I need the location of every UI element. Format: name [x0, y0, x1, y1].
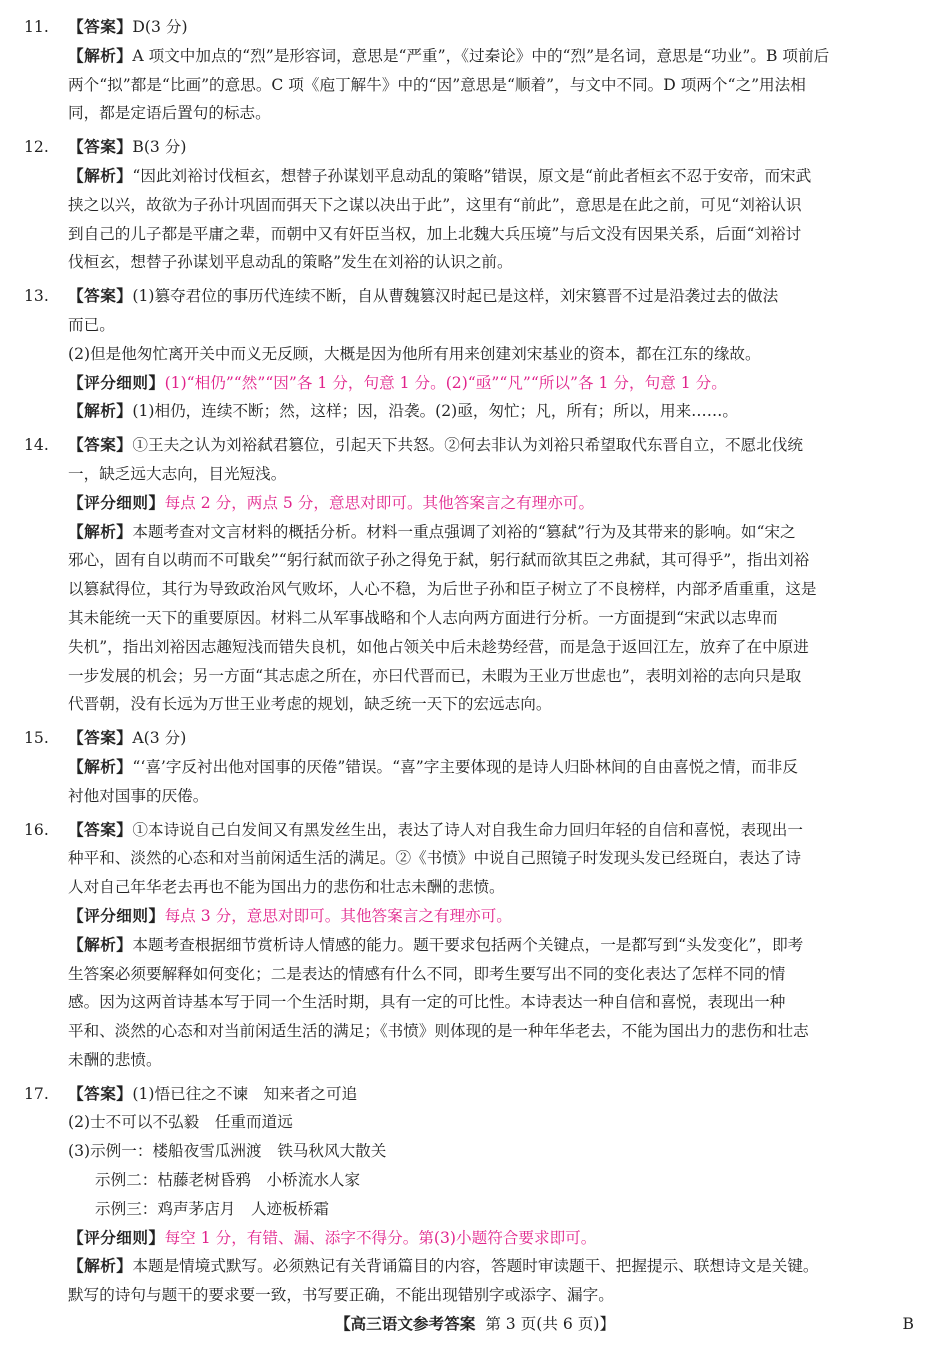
- answer-text: ①本诗说自己白发间又有黑发丝生出，表达了诗人对自我生命力回归年轻的自信和喜悦，表现出一: [132, 820, 803, 839]
- analysis-tag: 【解析】: [68, 935, 133, 954]
- answer-tag: 【答案】: [68, 18, 133, 36]
- q16-analysis-line: 未酬的悲愤。: [68, 1050, 162, 1069]
- page-footer: [0, 1310, 950, 1340]
- q16-answer-line: 人对自己年华老去再也不能为国出力的悲伤和壮志未酬的悲愤。: [68, 878, 505, 897]
- analysis-text: A 项文中加点的“烈”是形容词，意思是“严重”，《过秦论》中的“烈”是名词，意思是“功业”。B 项前后: [132, 46, 830, 65]
- q15-answer: [24, 724, 914, 753]
- q17-analysis-line: 默写的诗句与题干的要求要一致，书写要正确，不能出现错别字或添字、漏字。: [68, 1286, 614, 1305]
- question-number: 15.: [24, 729, 49, 748]
- q15-analysis-line: [24, 753, 914, 782]
- scoring-tag: 【评分细则】: [68, 1228, 165, 1247]
- q14-answer: [24, 431, 914, 460]
- answer-text: D(3 分): [132, 18, 188, 36]
- q13-answer-line: (2)但是他匆忙离开关中而义无反顾，大概是因为他所有用来创建刘宋基业的资本，都在江东的缘故。: [68, 344, 761, 363]
- scoring-tag: 【评分细则】: [68, 906, 165, 925]
- q13-answer-line: 而已。: [68, 315, 115, 334]
- analysis-text: “‘喜’字反衬出他对国事的厌倦”错误。“喜”字主要体现的是诗人归卧林间的自由喜悦之情，而非反: [132, 757, 798, 776]
- q16-analysis-line: 生答案必须要解释如何变化；二是表达的情感有什么不同，即考生要写出不同的变化表达了怎样不同的情: [68, 964, 786, 983]
- page-number: 第 3 页(共 6 页)】: [485, 1315, 616, 1333]
- q14-analysis-line: 以篡弑得位，其行为导致政治风气败坏，人心不稳，为后世子孙和臣子树立了不良榜样，内部矛盾重重，这是: [68, 580, 817, 599]
- q11-analysis-line: 同，都是定语后置句的标志。: [68, 104, 271, 123]
- q16-answer: [24, 816, 914, 845]
- scoring-text: 每点 3 分，意思对即可。其他答案言之有理亦可。: [164, 906, 512, 925]
- q17-analysis-line: [24, 1252, 914, 1281]
- q16-analysis-line: 感。因为这两首诗基本写于同一个生活时期，具有一定的可比性。本诗表达一种自信和喜悦，表现出一种: [68, 993, 786, 1012]
- q17-answer-line: 示例二：枯藤老树昏鸦 小桥流水人家: [95, 1171, 361, 1190]
- answer-text: (1)篡夺君位的事历代连续不断，自从曹魏篡汉时起已是这样，刘宋篡晋不过是沿袭过去的做法: [132, 287, 779, 306]
- q13-scoring: [24, 369, 914, 398]
- answer-text: (1)悟已往之不谏 知来者之可追: [132, 1084, 358, 1103]
- answer-tag: 【答案】: [68, 820, 133, 839]
- question-15: [24, 724, 914, 810]
- q17-answer-line: (3)示例一：楼船夜雪瓜洲渡 铁马秋风大散关: [68, 1142, 387, 1161]
- question-number: 13.: [24, 287, 49, 306]
- q12-analysis-line: 伐桓玄，想替子孙谋划平息动乱的策略”发生在刘裕的认识之前。: [68, 253, 513, 272]
- q15-analysis-line: 衬他对国事的厌倦。: [68, 786, 209, 805]
- q11-analysis-line: 两个“拟”都是“比画”的意思。C 项《庖丁解牛》中的“因”意思是“顺着”，与文中不同。D 项两个“之”用法相: [68, 75, 806, 94]
- question-number: 14.: [24, 436, 49, 455]
- question-17: [24, 1080, 914, 1310]
- answer-tag: 【答案】: [68, 287, 133, 306]
- q17-answer-line: 示例三：鸡声茅店月 人迹板桥霜: [95, 1199, 329, 1218]
- question-number: 16.: [24, 820, 49, 839]
- q16-scoring: [24, 902, 914, 931]
- q14-analysis-line: 一步发展的机会；另一方面“其志虑之所在，亦曰代晋而已，未暇为王业万世虑也”，表明刘裕的志向只是取: [68, 666, 802, 685]
- question-16: [24, 816, 914, 1075]
- answer-text: ①王夫之认为刘裕弑君篡位，引起天下共怒。②何去非认为刘裕只希望取代东晋自立，不愿北伐统: [132, 436, 803, 455]
- version-label: B: [902, 1315, 914, 1333]
- analysis-tag: 【解析】: [68, 522, 133, 541]
- q17-scoring: [24, 1224, 914, 1253]
- analysis-tag: 【解析】: [68, 1257, 133, 1276]
- q14-scoring: [24, 489, 914, 518]
- q16-analysis-line: 平和、淡然的心态和对当前闲适生活的满足；《书愤》则体现的是一种年华老去，不能为国出力的悲伤和壮志: [68, 1022, 809, 1041]
- q14-analysis-line: [24, 518, 914, 547]
- question-number: 12.: [24, 138, 49, 157]
- analysis-text: 本题考查对文言材料的概括分析。材料一重点强调了刘裕的“篡弑”行为及其带来的影响。如“宋之: [132, 522, 796, 541]
- analysis-text: (1)相仍，连续不断；然，这样；因，沿袭。(2)亟，匆忙；凡，所有；所以，用来……。: [132, 402, 738, 421]
- question-number: 17.: [24, 1084, 49, 1103]
- analysis-tag: 【解析】: [68, 46, 133, 65]
- analysis-text: 本题考查根据细节赏析诗人情感的能力。题干要求包括两个关键点，一是都写到“头发变化”，即考: [132, 935, 804, 954]
- q14-analysis-line: 邪心，固有自以萌而不可戢矣”“躬行弑而欲子孙之得免于弑，躬行弑而欲其臣之弗弑，其可得乎”，指出刘裕: [68, 551, 810, 570]
- footer-center: [0, 1310, 950, 1338]
- q14-analysis-line: 其未能统一天下的重要原因。材料二从军事战略和个人志向两方面进行分析。一方面提到“宋武以志卑而: [68, 608, 778, 627]
- q14-answer-line: 一，缺乏远大志向，目光短浅。: [68, 464, 287, 483]
- question-number: 11.: [24, 18, 49, 36]
- q12-answer: [24, 133, 914, 162]
- q14-analysis-line: 代晋朝，没有长远为万世王业考虑的规划，缺乏统一天下的宏远志向。: [68, 695, 552, 714]
- q11-answer: [24, 13, 914, 42]
- question-13: [24, 282, 914, 426]
- q12-analysis-line: 挟之以兴，故欲为子孙计巩固而弭天下之谋以决出于此”，这里有“前此”，意思是在此之前，可见“刘裕认识: [68, 195, 802, 214]
- q16-analysis-line: [24, 931, 914, 960]
- analysis-tag: 【解析】: [68, 166, 133, 185]
- scoring-tag: 【评分细则】: [68, 493, 165, 512]
- analysis-text: “因此刘裕讨伐桓玄，想替子孙谋划平息动乱的策略”错误，原文是“前此者桓玄不忍于安帝，而宋武: [132, 166, 812, 185]
- q13-answer: [24, 282, 914, 311]
- answer-text: B(3 分): [132, 138, 187, 157]
- answer-tag: 【答案】: [68, 729, 133, 748]
- scoring-text: 每点 2 分，两点 5 分，意思对即可。其他答案言之有理亦可。: [164, 493, 595, 512]
- question-11: [24, 13, 914, 128]
- answer-text: A(3 分): [132, 729, 187, 748]
- question-12: [24, 133, 914, 277]
- scoring-text: 每空 1 分，有错、漏、添字不得分。第(3)小题符合要求即可。: [164, 1228, 597, 1247]
- q14-analysis-line: 失机”，指出刘裕因志趣短浅而错失良机，如他占领关中后未趁势经营，而是急于返回江左，放弃了在中原进: [68, 637, 809, 656]
- footer-title: 【高三语文参考答案: [334, 1315, 476, 1333]
- scoring-tag: 【评分细则】: [68, 373, 165, 392]
- answer-key-content: [24, 8, 914, 1310]
- analysis-tag: 【解析】: [68, 757, 133, 776]
- answer-tag: 【答案】: [68, 1084, 133, 1103]
- answer-tag: 【答案】: [68, 436, 133, 455]
- answer-tag: 【答案】: [68, 138, 133, 157]
- analysis-text: 本题是情境式默写。必须熟记有关背诵篇目的内容，答题时审读题干、把握提示、联想诗文是关键。: [132, 1257, 819, 1276]
- q12-analysis-line: [24, 162, 914, 191]
- q11-analysis-line: [24, 42, 914, 71]
- q16-answer-line: 种平和、淡然的心态和对当前闲适生活的满足。②《书愤》中说自己照镜子时发现头发已经斑白，表达了诗: [68, 849, 801, 868]
- q17-answer: [24, 1080, 914, 1109]
- q13-analysis-line: [24, 397, 914, 426]
- q17-answer-line: (2)士不可以不弘毅 任重而道远: [68, 1113, 293, 1132]
- analysis-tag: 【解析】: [68, 402, 133, 421]
- q12-analysis-line: 到自己的儿子都是平庸之辈，而朝中又有奸臣当权，加上北魏大兵压境”与后文没有因果关系，后面“刘裕讨: [68, 224, 802, 243]
- scoring-text: (1)“相仍”“然”“因”各 1 分，句意 1 分。(2)“亟”“凡”“所以”各 1 分，句意 1 分。: [164, 373, 727, 392]
- question-14: [24, 431, 914, 719]
